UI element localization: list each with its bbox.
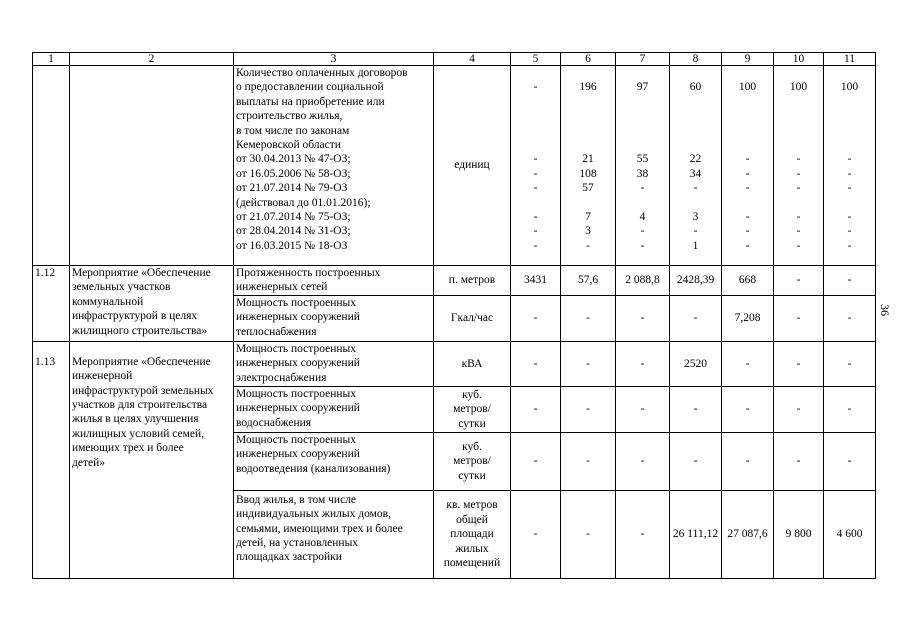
value-cell: - <box>693 225 698 238</box>
value-cell: - <box>745 153 750 166</box>
value-column <box>774 66 824 266</box>
value-cell: - <box>586 239 590 252</box>
value-cell: - <box>824 295 876 341</box>
unit-cell: п. метров <box>434 266 511 296</box>
header-cell: 5 <box>511 53 561 66</box>
header-cell: 9 <box>722 53 774 66</box>
indicator-line: (действовал до 01.01.2016); <box>236 196 371 209</box>
value-cell: - <box>533 211 538 224</box>
value-cell: - <box>745 211 750 224</box>
value-cell: - <box>511 295 561 341</box>
value-cell: - <box>561 432 616 490</box>
value-cell: - <box>796 239 801 252</box>
value-cell <box>724 80 771 94</box>
table-row <box>33 341 876 386</box>
indicator-line: Количество оплаченных договоров <box>236 67 408 79</box>
value-cell <box>672 196 719 210</box>
value-cell <box>724 109 771 123</box>
value-cell <box>563 109 613 123</box>
value-cell: - <box>616 490 670 578</box>
indicator-line: от 28.04.2014 № 31-ОЗ; <box>236 225 351 238</box>
value-cell: - <box>824 432 876 490</box>
value-cell: 108 <box>579 167 597 180</box>
row-number-cell <box>33 66 70 266</box>
header-cell: 6 <box>561 53 616 66</box>
indicator-line: о предоставлении социальной <box>236 81 384 94</box>
value-cell <box>563 95 613 109</box>
value-column <box>824 66 876 266</box>
value-cell <box>826 124 873 138</box>
value-cell <box>618 95 667 109</box>
value-cell: - <box>670 386 722 432</box>
value-cell: - <box>796 211 801 224</box>
value-cell: 668 <box>722 266 774 296</box>
value-column <box>722 66 774 266</box>
value-cell <box>776 80 821 94</box>
value-cell: - <box>745 239 750 252</box>
value-cell: - <box>745 225 750 238</box>
value-cell: - <box>824 266 876 296</box>
row-number-cell: 1.13 <box>33 341 70 578</box>
indicator-line: от 21.07.2014 № 75-ОЗ; <box>236 211 351 224</box>
indicator-line: Кемеровской области <box>236 139 341 152</box>
unit-cell: куб. метров/ сутки <box>434 432 511 490</box>
value-cell: - <box>796 225 801 238</box>
unit-cell: куб. метров/ сутки <box>434 386 511 432</box>
value-cell: - <box>640 239 645 252</box>
indicator-cell: Мощность построенных инженерных сооружений теплоснабжения <box>234 295 434 341</box>
value-cell: - <box>722 341 774 386</box>
indicator-line: от 21.07.2014 № 79-ОЗ <box>236 182 348 195</box>
value-cell: - <box>616 341 670 386</box>
value-cell: - <box>533 167 538 180</box>
value-cell: - <box>640 182 645 195</box>
indicator-cell <box>234 66 434 266</box>
value-cell: 55 <box>636 153 649 166</box>
value-cell: 100 <box>789 81 808 93</box>
value-cell: - <box>533 239 538 252</box>
value-cell: - <box>640 225 645 238</box>
header-cell: 8 <box>670 53 722 66</box>
value-cell: 2 088,8 <box>616 266 670 296</box>
unit-cell: кв. метров общей площади жилых помещений <box>434 490 511 578</box>
value-column <box>511 66 561 266</box>
value-cell <box>618 80 667 94</box>
value-cell: 4 <box>639 211 646 224</box>
value-cell: 3 <box>585 225 591 238</box>
value-cell: 34 <box>689 167 702 180</box>
header-cell: 4 <box>434 53 511 66</box>
value-cell <box>672 80 719 94</box>
value-cell: - <box>847 167 852 180</box>
value-cell: - <box>533 81 538 93</box>
value-cell: 60 <box>689 81 702 93</box>
value-cell: - <box>847 225 852 238</box>
value-cell: 196 <box>579 81 597 93</box>
value-cell: - <box>533 153 538 166</box>
value-cell: - <box>511 490 561 578</box>
value-cell: - <box>722 432 774 490</box>
value-cell: - <box>722 386 774 432</box>
value-cell: - <box>796 153 801 166</box>
value-cell <box>724 138 771 152</box>
value-cell <box>513 109 558 123</box>
value-cell: 100 <box>840 81 859 93</box>
value-cell: - <box>670 432 722 490</box>
value-cell: - <box>796 167 801 180</box>
value-cell: 2428,39 <box>670 266 722 296</box>
value-cell: - <box>561 341 616 386</box>
value-cell: - <box>774 341 824 386</box>
indicator-line: от 30.04.2013 № 47-ОЗ; <box>236 153 351 166</box>
value-column <box>616 66 670 266</box>
value-cell: 57,6 <box>561 266 616 296</box>
value-cell: 57 <box>582 182 594 195</box>
value-cell: 7 <box>585 211 591 224</box>
value-cell: - <box>847 153 852 166</box>
value-cell <box>826 80 873 94</box>
unit-cell: кВА <box>434 341 511 386</box>
indicator-line: выплаты на приобретение или <box>236 95 385 108</box>
value-cell <box>776 196 821 210</box>
value-cell: 4 600 <box>824 490 876 578</box>
value-cell: - <box>774 295 824 341</box>
table-row <box>33 66 876 266</box>
table-row <box>33 266 876 296</box>
value-cell <box>563 80 613 94</box>
indicator-cell: Мощность построенных инженерных сооружений электроснабжения <box>234 341 434 386</box>
value-cell: 3 <box>692 211 699 224</box>
value-cell <box>513 95 558 109</box>
value-cell: - <box>847 182 852 195</box>
value-cell: - <box>774 432 824 490</box>
value-cell <box>513 138 558 152</box>
value-cell: - <box>533 225 538 238</box>
value-cell: 97 <box>636 81 649 93</box>
value-cell: - <box>616 295 670 341</box>
value-cell <box>513 124 558 138</box>
value-cell: - <box>561 386 616 432</box>
value-cell <box>826 109 873 123</box>
value-cell <box>724 196 771 210</box>
value-cell: - <box>745 182 750 195</box>
value-cell: - <box>561 295 616 341</box>
value-cell <box>826 95 873 109</box>
value-cell: - <box>824 341 876 386</box>
value-cell: 7,208 <box>722 295 774 341</box>
value-cell: 9 800 <box>774 490 824 578</box>
value-cell <box>618 196 667 210</box>
value-cell <box>776 109 821 123</box>
value-cell <box>618 138 667 152</box>
value-cell <box>776 138 821 152</box>
value-cell: - <box>511 432 561 490</box>
value-cell: - <box>693 182 698 195</box>
row-number-cell: 1.12 <box>33 266 70 342</box>
unit-cell: единиц <box>434 66 511 266</box>
indicator-line: от 16.05.2006 № 58-ОЗ; <box>236 167 351 180</box>
value-cell <box>618 124 667 138</box>
value-cell: 38 <box>636 167 649 180</box>
activity-name-cell: Мероприятие «Обеспечение инженерной инфраструктурой земельных участков для строительства жилья в целях улучшения жилищных условий семей, имеющих трех и более детей» <box>70 341 234 578</box>
value-cell: - <box>616 432 670 490</box>
value-cell: - <box>745 167 750 180</box>
activity-name-cell <box>70 66 234 266</box>
indicator-line: в том числе по законам <box>236 124 350 137</box>
value-cell <box>724 124 771 138</box>
indicator-cell: Протяженность построенных инженерных сетей <box>234 266 434 296</box>
value-cell <box>618 109 667 123</box>
value-cell <box>776 95 821 109</box>
value-cell: - <box>847 239 852 252</box>
value-cell <box>672 124 719 138</box>
value-cell: - <box>774 386 824 432</box>
value-cell <box>672 95 719 109</box>
program-indicators-table <box>32 52 876 579</box>
value-cell: - <box>796 182 801 195</box>
value-cell <box>513 80 558 94</box>
value-cell <box>563 124 613 138</box>
activity-name-cell: Мероприятие «Обеспечение земельных участков коммунальной инфраструктурой в целях жилищного строительства» <box>70 266 234 342</box>
value-cell: 26 111,12 <box>670 490 722 578</box>
indicator-line: строительство жилья, <box>236 110 343 123</box>
value-cell: - <box>774 266 824 296</box>
value-cell: - <box>511 386 561 432</box>
value-cell <box>672 109 719 123</box>
indicator-cell: Ввод жилья, в том числе индивидуальных жилых домов, семьями, имеющими трех и более детей, на установленных площадках застройки <box>234 490 434 578</box>
header-cell: 7 <box>616 53 670 66</box>
page-number: 36 <box>878 304 892 316</box>
value-cell <box>724 95 771 109</box>
value-cell: 1 <box>692 239 699 252</box>
indicator-cell: Мощность построенных инженерных сооружений водоснабжения <box>234 386 434 432</box>
value-cell: - <box>824 386 876 432</box>
column-number-header <box>33 53 876 66</box>
value-cell: 21 <box>582 153 594 166</box>
value-column <box>670 66 722 266</box>
value-cell: 2520 <box>670 341 722 386</box>
indicator-line: от 16.03.2015 № 18-ОЗ <box>236 239 348 252</box>
value-cell: - <box>670 295 722 341</box>
header-cell: 3 <box>234 53 434 66</box>
value-cell: - <box>561 490 616 578</box>
value-cell: 100 <box>738 81 757 93</box>
value-cell: 22 <box>689 153 702 166</box>
value-cell <box>826 138 873 152</box>
value-cell: 27 087,6 <box>722 490 774 578</box>
value-cell <box>563 138 613 152</box>
unit-cell: Гкал/час <box>434 295 511 341</box>
value-cell: - <box>533 182 538 195</box>
value-cell <box>776 124 821 138</box>
value-cell <box>513 196 558 210</box>
value-cell: 3431 <box>511 266 561 296</box>
value-cell <box>672 138 719 152</box>
value-cell: - <box>511 341 561 386</box>
header-cell: 10 <box>774 53 824 66</box>
value-column <box>561 66 616 266</box>
indicator-cell: Мощность построенных инженерных сооружений водоотведения (канализования) <box>234 432 434 490</box>
value-cell: - <box>616 386 670 432</box>
value-cell: - <box>847 211 852 224</box>
header-cell: 2 <box>70 53 234 66</box>
header-cell: 11 <box>824 53 876 66</box>
header-cell: 1 <box>33 53 70 66</box>
value-cell <box>563 196 613 210</box>
value-cell <box>826 196 873 210</box>
